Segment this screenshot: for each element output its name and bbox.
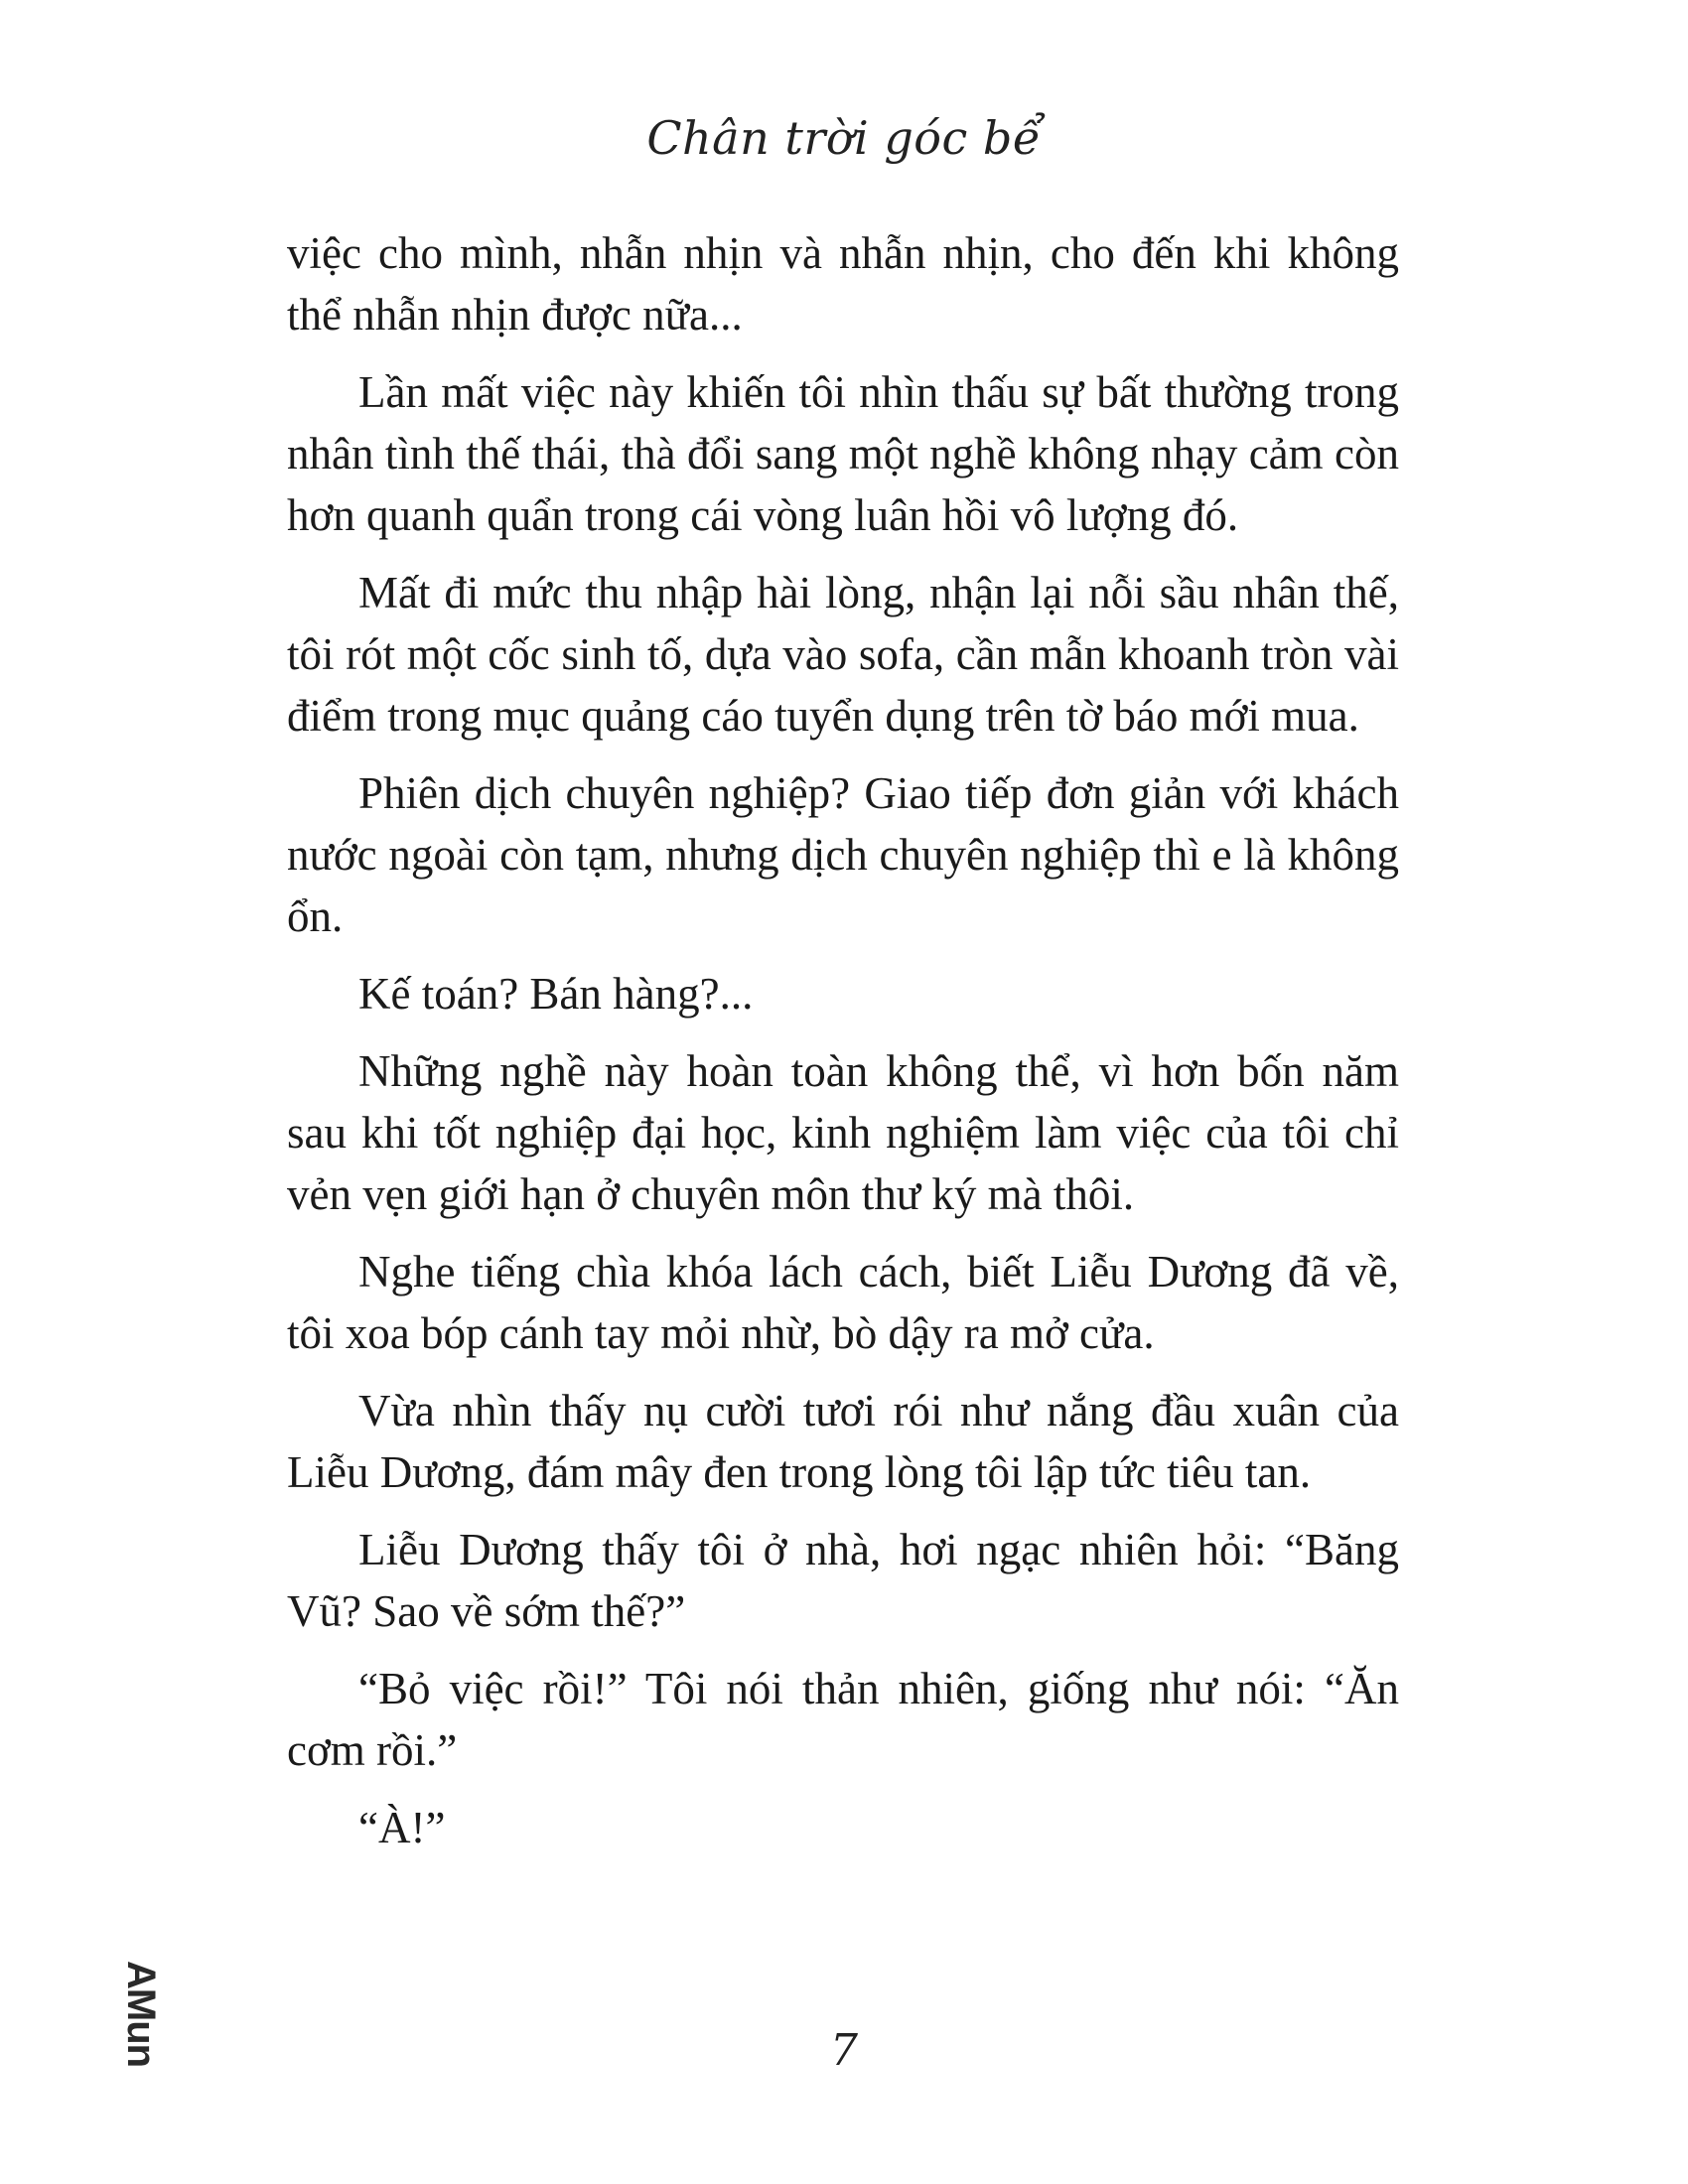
paragraph-continuation: việc cho mình, nhẫn nhịn và nhẫn nhịn, cho đến khi không thể nhẫn nhịn được nữa...	[287, 228, 1399, 340]
paragraph: Lần mất việc này khiến tôi nhìn thấu sự bất thường trong nhân tình thế thái, thà đổi sang một nghề không nhạy cảm còn hơn quanh quẩn trong cái vòng luân hồi vô lượng đó.	[287, 367, 1399, 540]
running-header-book-title: Chân trời góc bể	[646, 111, 1042, 165]
paragraph: Nghe tiếng chìa khóa lách cách, biết Liễu Dương đã về, tôi xoa bóp cánh tay mỏi nhừ, bò dậy ra mở cửa.	[287, 1247, 1399, 1358]
paragraph: Mất đi mức thu nhập hài lòng, nhận lại nỗi sầu nhân thế, tôi rót một cốc sinh tố, dựa vào sofa, cần mẫn khoanh tròn vài điểm trong mục quảng cáo tuyển dụng trên tờ báo mới mua.	[287, 568, 1399, 741]
paragraph: Liễu Dương thấy tôi ở nhà, hơi ngạc nhiên hỏi: “Băng Vũ? Sao về sớm thế?”	[287, 1525, 1399, 1636]
body-text	[287, 222, 1399, 1874]
paragraph: Những nghề này hoàn toàn không thể, vì hơn bốn năm sau khi tốt nghiệp đại học, kinh nghiệm làm việc của tôi chỉ vẻn vẹn giới hạn ở chuyên môn thư ký mà thôi.	[287, 1046, 1399, 1219]
publisher-logo-text: AMun	[119, 1961, 163, 2068]
paragraph: Kế toán? Bán hàng?...	[358, 969, 754, 1019]
paragraph: “Bỏ việc rồi!” Tôi nói thản nhiên, giống như nói: “Ăn cơm rồi.”	[287, 1664, 1399, 1775]
paragraph: Vừa nhìn thấy nụ cười tươi rói như nắng đầu xuân của Liễu Dương, đám mây đen trong lòng tôi lập tức tiêu tan.	[287, 1386, 1399, 1497]
paragraph: Phiên dịch chuyên nghiệp? Giao tiếp đơn giản với khách nước ngoài còn tạm, nhưng dịch chuyên nghiệp thì e là không ổn.	[287, 768, 1399, 941]
page-number: 7	[830, 2025, 858, 2076]
paragraph: “À!”	[358, 1803, 446, 1852]
